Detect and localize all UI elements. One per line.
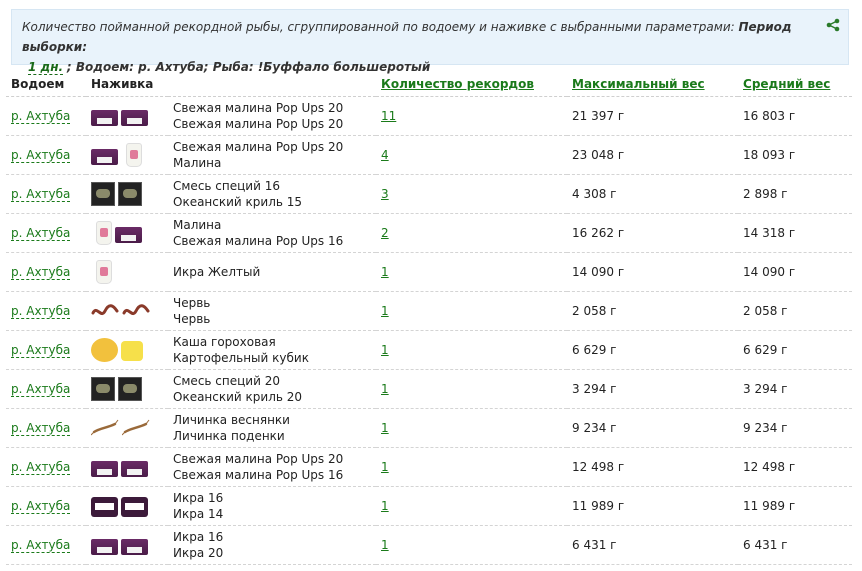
bait-names-cell (168, 291, 376, 330)
avg-weight-cell: 9 234 г (738, 408, 852, 447)
bait-name-2: Икра 20 (173, 545, 224, 560)
avg-weight-cell: 3 294 г (738, 369, 852, 408)
bait-name-1: Свежая малина Pop Ups 20 (173, 139, 344, 154)
period-label: Период выборки: (22, 20, 792, 54)
count-cell (376, 96, 567, 135)
water-cell (6, 369, 86, 408)
count-link[interactable]: 3 (381, 186, 389, 201)
sort-by-count-link[interactable]: Количество рекордов (381, 76, 534, 91)
bait-image-bag (91, 377, 115, 401)
water-cell (6, 252, 86, 291)
column-header-bait: Наживка (86, 72, 376, 96)
count-cell (376, 213, 567, 252)
count-link[interactable]: 4 (381, 147, 389, 162)
max-weight-cell: 21 397 г (567, 96, 738, 135)
count-cell (376, 330, 567, 369)
table-row (6, 213, 852, 252)
count-cell (376, 291, 567, 330)
bait-names-cell (168, 252, 376, 291)
avg-weight-cell: 18 093 г (738, 135, 852, 174)
table-row (6, 135, 852, 174)
max-weight-cell: 12 498 г (567, 447, 738, 486)
count-link[interactable]: 1 (381, 420, 389, 435)
bait-name-2: Малина (173, 155, 222, 170)
count-cell (376, 252, 567, 291)
bait-names-cell (168, 135, 376, 174)
avg-weight-cell: 6 629 г (738, 330, 852, 369)
bait-image-bag (118, 182, 142, 206)
count-cell (376, 447, 567, 486)
bait-image-pea (91, 338, 118, 362)
count-link[interactable]: 1 (381, 459, 389, 474)
max-weight-cell: 4 308 г (567, 174, 738, 213)
water-cell (6, 213, 86, 252)
bait-images-cell (86, 369, 168, 408)
table-row (6, 447, 852, 486)
bait-name-1: Икра 16 (173, 529, 224, 544)
bait-images-cell (86, 252, 168, 291)
count-link[interactable]: 1 (381, 537, 389, 552)
max-weight-cell: 6 629 г (567, 330, 738, 369)
bait-image-worm (122, 299, 150, 323)
table-header-row (6, 72, 852, 96)
water-link[interactable]: р. Ахтуба (11, 342, 71, 357)
bait-image-larva (91, 416, 119, 440)
sort-by-avg-weight-link[interactable]: Средний вес (743, 76, 831, 91)
bait-names-cell (168, 525, 376, 564)
bait-image-tub (91, 461, 118, 477)
column-header-water: Водоем (6, 72, 86, 96)
water-link[interactable]: р. Ахтуба (11, 303, 71, 318)
avg-weight-cell: 2 058 г (738, 291, 852, 330)
count-link[interactable]: 1 (381, 303, 389, 318)
bait-name-1: Личинка веснянки (173, 412, 290, 427)
avg-weight-cell: 14 090 г (738, 252, 852, 291)
bait-name-2: Свежая малина Pop Ups 16 (173, 467, 344, 482)
bait-names-cell (168, 330, 376, 369)
table-row (6, 174, 852, 213)
table-row (6, 291, 852, 330)
bait-images-cell (86, 486, 168, 525)
max-weight-cell: 14 090 г (567, 252, 738, 291)
avg-weight-cell: 11 989 г (738, 486, 852, 525)
bait-name-1: Червь (173, 295, 211, 310)
bait-name-2: Картофельный кубик (173, 350, 309, 365)
table-row (6, 369, 852, 408)
share-icon[interactable] (826, 18, 840, 32)
count-link[interactable]: 1 (381, 342, 389, 357)
bait-name-2: Свежая малина Pop Ups 20 (173, 116, 344, 131)
water-link[interactable]: р. Ахтуба (11, 147, 71, 162)
avg-weight-cell: 6 431 г (738, 525, 852, 564)
count-cell (376, 408, 567, 447)
count-cell (376, 174, 567, 213)
bait-names-cell (168, 447, 376, 486)
bait-name-2: Свежая малина Pop Ups 16 (173, 233, 344, 248)
bait-image-bag (91, 182, 115, 206)
max-weight-cell: 3 294 г (567, 369, 738, 408)
water-link[interactable]: р. Ахтуба (11, 420, 71, 435)
bait-image-jar (91, 497, 118, 517)
water-cell (6, 174, 86, 213)
max-weight-cell: 6 431 г (567, 525, 738, 564)
count-link[interactable]: 1 (381, 381, 389, 396)
count-link[interactable]: 2 (381, 225, 389, 240)
water-cell (6, 447, 86, 486)
query-description: Количество пойманной рекордной рыбы, сгруппированной по водоему и наживке с выбранными параметрами: (22, 20, 735, 34)
avg-weight-cell: 2 898 г (738, 174, 852, 213)
bait-name-1: Смесь специй 20 (173, 373, 280, 388)
avg-weight-cell: 14 318 г (738, 213, 852, 252)
water-cell (6, 96, 86, 135)
bait-name-1: Икра Желтый (173, 264, 261, 279)
bait-image-larva (122, 416, 150, 440)
avg-weight-cell: 12 498 г (738, 447, 852, 486)
bait-images-cell (86, 330, 168, 369)
bait-name-1: Свежая малина Pop Ups 20 (173, 100, 344, 115)
bait-name-2: Личинка поденки (173, 428, 285, 443)
bait-name-2: Океанский криль 15 (173, 194, 303, 209)
count-link[interactable]: 1 (381, 498, 389, 513)
count-cell (376, 135, 567, 174)
water-link[interactable]: р. Ахтуба (11, 225, 71, 240)
bait-images-cell (86, 447, 168, 486)
bait-image-bottle (96, 221, 112, 245)
table-row (6, 330, 852, 369)
filter-summary: ; Водоем: р. Ахтуба; Рыба: !Буффало большеротый (66, 60, 431, 74)
water-link[interactable]: р. Ахтуба (11, 108, 71, 123)
water-cell (6, 525, 86, 564)
bait-name-1: Малина (173, 217, 222, 232)
column-header-max-weight[interactable] (567, 72, 738, 96)
bait-names-cell (168, 408, 376, 447)
bait-names-cell (168, 174, 376, 213)
bait-name-2: Икра 14 (173, 506, 224, 521)
bait-images-cell (86, 174, 168, 213)
max-weight-cell: 23 048 г (567, 135, 738, 174)
bait-images-cell (86, 525, 168, 564)
bait-name-2: Океанский криль 20 (173, 389, 303, 404)
table-row (6, 408, 852, 447)
bait-image-tub (115, 227, 142, 243)
max-weight-cell: 11 989 г (567, 486, 738, 525)
table-row (6, 96, 852, 135)
table-row (6, 252, 852, 291)
water-cell (6, 330, 86, 369)
water-link[interactable]: р. Ахтуба (11, 186, 71, 201)
water-link[interactable]: р. Ахтуба (11, 537, 71, 552)
water-link[interactable]: р. Ахтуба (11, 498, 71, 513)
bait-image-tub (121, 539, 148, 555)
water-link[interactable]: р. Ахтуба (11, 381, 71, 396)
bait-image-tub (91, 539, 118, 555)
bait-images-cell (86, 96, 168, 135)
bait-images-cell (86, 291, 168, 330)
bait-image-tub (91, 149, 118, 165)
water-cell (6, 135, 86, 174)
avg-weight-cell: 16 803 г (738, 96, 852, 135)
period-selector[interactable]: 1 дн. (28, 60, 64, 74)
bait-image-bag (118, 377, 142, 401)
records-table (6, 72, 852, 565)
bait-names-cell (168, 96, 376, 135)
bait-names-cell (168, 369, 376, 408)
bait-image-tub (121, 461, 148, 477)
bait-image-bottle (96, 260, 112, 284)
count-cell (376, 369, 567, 408)
water-cell (6, 408, 86, 447)
water-cell (6, 291, 86, 330)
bait-names-cell (168, 486, 376, 525)
water-link[interactable]: р. Ахтуба (11, 264, 71, 279)
bait-names-cell (168, 213, 376, 252)
bait-images-cell (86, 408, 168, 447)
water-cell (6, 486, 86, 525)
bait-name-1: Смесь специй 16 (173, 178, 280, 193)
table-row (6, 525, 852, 564)
bait-name-2: Червь (173, 311, 211, 326)
bait-images-cell (86, 135, 168, 174)
bait-image-bottle (126, 143, 142, 167)
bait-name-1: Каша гороховая (173, 334, 276, 349)
water-link[interactable]: р. Ахтуба (11, 459, 71, 474)
table-row (6, 486, 852, 525)
bait-image-jar (121, 497, 148, 517)
bait-image-corn (121, 341, 143, 361)
count-link[interactable]: 11 (381, 108, 397, 123)
bait-images-cell (86, 213, 168, 252)
bait-image-tub (121, 110, 148, 126)
column-header-avg-weight[interactable] (738, 72, 852, 96)
count-cell (376, 525, 567, 564)
max-weight-cell: 9 234 г (567, 408, 738, 447)
column-header-count[interactable] (376, 72, 567, 96)
count-link[interactable]: 1 (381, 264, 389, 279)
max-weight-cell: 2 058 г (567, 291, 738, 330)
count-cell (376, 486, 567, 525)
bait-image-worm (91, 299, 119, 323)
query-info-panel (11, 9, 849, 74)
bait-name-1: Икра 16 (173, 490, 224, 505)
sort-by-max-weight-link[interactable]: Максимальный вес (572, 76, 705, 91)
bait-image-tub (91, 110, 118, 126)
max-weight-cell: 16 262 г (567, 213, 738, 252)
bait-name-1: Свежая малина Pop Ups 20 (173, 451, 344, 466)
